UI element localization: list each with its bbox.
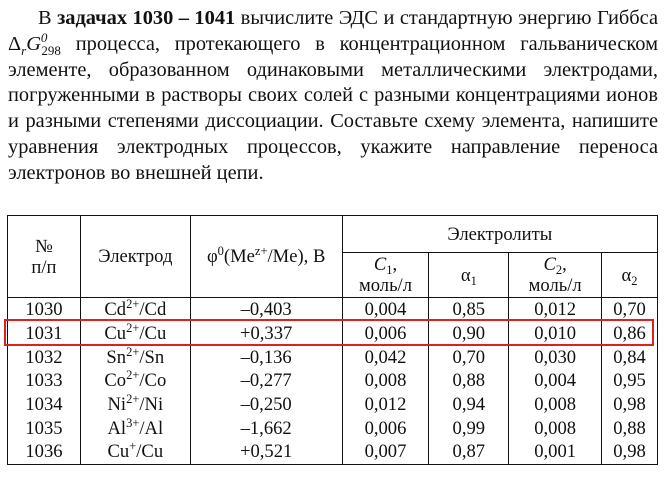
table-row xyxy=(8,345,658,369)
cell-alpha2: 0,98 xyxy=(602,393,658,417)
cell-potential: –1,662 xyxy=(190,416,342,440)
cell-number: 1031 xyxy=(8,322,81,346)
cell-electrode: $Sn^{2+}/Sn$ xyxy=(80,345,190,369)
cell-alpha1: 0,70 xyxy=(429,345,509,369)
cell-alpha1: 0,94 xyxy=(429,393,509,417)
table-row xyxy=(8,369,658,393)
cell-alpha1: 0,90 xyxy=(429,322,509,346)
cell-electrode: $Al^{3+}/Al$ xyxy=(80,416,190,440)
cell-number: 1035 xyxy=(8,416,81,440)
cell-potential: –0,136 xyxy=(190,345,342,369)
table-row xyxy=(8,298,658,322)
cell-c2: 0,008 xyxy=(509,416,602,440)
cell-alpha1: 0,88 xyxy=(429,369,509,393)
header-alpha1: $\alpha_1$ xyxy=(429,253,509,298)
cell-alpha2: 0,84 xyxy=(602,345,658,369)
table-row xyxy=(8,393,658,417)
cell-potential: +0,337 xyxy=(190,322,342,346)
cell-c2: 0,004 xyxy=(509,369,602,393)
cell-alpha1: 0,87 xyxy=(429,440,509,464)
cell-alpha1: 0,99 xyxy=(429,416,509,440)
header-electrolytes: Электролиты xyxy=(342,216,657,253)
electrode-table xyxy=(7,215,658,465)
cell-c1: 0,007 xyxy=(342,440,429,464)
cell-number: 1034 xyxy=(8,393,81,417)
cell-potential: –0,250 xyxy=(190,393,342,417)
cell-number: 1030 xyxy=(8,298,81,322)
cell-c1: 0,006 xyxy=(342,416,429,440)
cell-electrode: $Cu^{2+}/Cu$ xyxy=(80,322,190,346)
cell-alpha1: 0,85 xyxy=(429,298,509,322)
cell-c1: 0,042 xyxy=(342,345,429,369)
cell-potential: –0,277 xyxy=(190,369,342,393)
cell-alpha2: 0,88 xyxy=(602,416,658,440)
cell-c2: 0,001 xyxy=(509,440,602,464)
table-row xyxy=(8,440,658,464)
cell-potential: +0,521 xyxy=(190,440,342,464)
cell-electrode: $Cd^{2+}/Cd$ xyxy=(80,298,190,322)
gibbs-energy-symbol: $\Delta_rG^0_{298}$ xyxy=(8,30,61,58)
header-alpha2: $\alpha_2$ xyxy=(602,253,658,298)
cell-potential: –0,403 xyxy=(190,298,342,322)
cell-electrode: $Co^{2+}/Co$ xyxy=(80,369,190,393)
cell-c2: 0,012 xyxy=(509,298,602,322)
cell-c1: 0,012 xyxy=(342,393,429,417)
cell-c2: 0,010 xyxy=(509,322,602,346)
table-row xyxy=(8,322,658,346)
cell-c1: 0,004 xyxy=(342,298,429,322)
header-number: № п/п xyxy=(8,216,81,298)
header-c1: $C_1$, моль/л xyxy=(342,253,429,298)
cell-alpha2: 0,70 xyxy=(602,298,658,322)
cell-c1: 0,008 xyxy=(342,369,429,393)
task-range: задачах 1030 – 1041 xyxy=(57,7,236,29)
header-c2: $C_2$, моль/л xyxy=(509,253,602,298)
cell-alpha2: 0,86 xyxy=(602,322,658,346)
cell-number: 1033 xyxy=(8,369,81,393)
cell-number: 1032 xyxy=(8,345,81,369)
cell-c2: 0,008 xyxy=(509,393,602,417)
header-electrode: Электрод xyxy=(80,216,190,298)
header-potential: $\varphi^0(Me^{z+}/Me)$, В xyxy=(190,216,342,298)
cell-electrode: Cu+/Cu xyxy=(80,440,190,464)
cell-electrode: $Ni^{2+}/Ni$ xyxy=(80,393,190,417)
cell-c2: 0,030 xyxy=(509,345,602,369)
task-paragraph: В задачах 1030 – 1041 вычислите ЭДС и стандартную энергию Гиббса $\Delta_rG^0_{298}$ процесса, протекающего в концентрационном гальваническом элементе, образованном одинаковыми металлическими электродами, погруженными в растворы своих солей с разными концентрациями ионов и разными степенями диссоциации. Составьте схему элемента, напишите уравнения электродных процессов, укажите направление переноса электронов во внешней цепи. xyxy=(8,7,658,184)
cell-c1: 0,006 xyxy=(342,322,429,346)
cell-alpha2: 0,98 xyxy=(602,440,658,464)
table-row xyxy=(8,416,658,440)
cell-alpha2: 0,95 xyxy=(602,369,658,393)
cell-number: 1036 xyxy=(8,440,81,464)
